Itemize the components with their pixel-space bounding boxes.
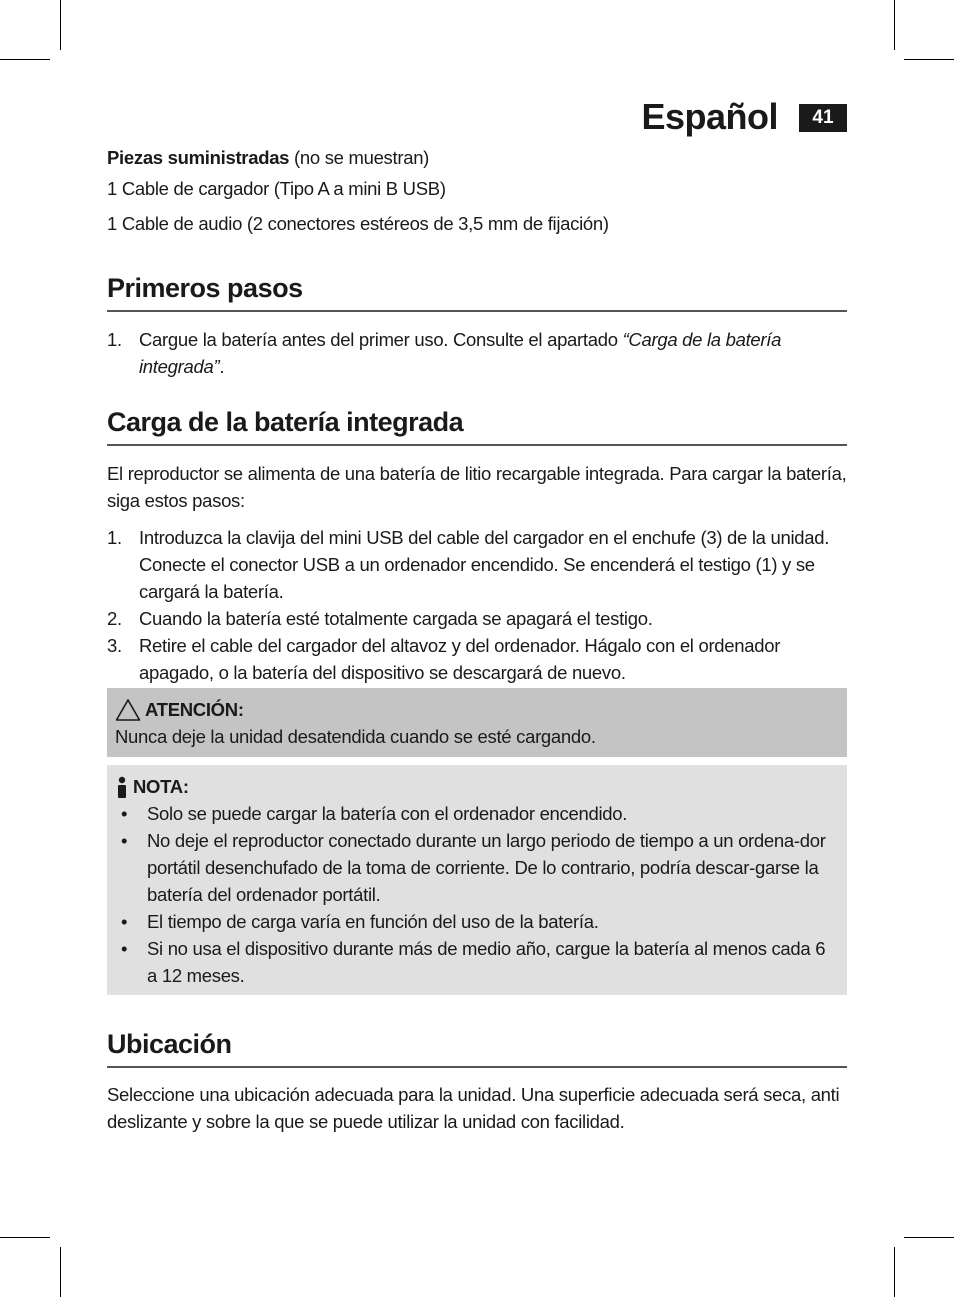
crop-mark	[0, 59, 50, 60]
attention-title	[115, 696, 839, 723]
crop-mark	[894, 0, 895, 50]
attention-text: Nunca deje la unidad desatendida cuando se esté cargando.	[115, 726, 596, 747]
bullet: •	[121, 803, 128, 824]
crop-mark	[0, 1237, 50, 1238]
crop-mark	[60, 1247, 61, 1297]
list-item	[115, 800, 839, 827]
list-text: Si no usa el dispositivo durante más de medio año, cargue la batería al menos cada 6 a 12 meses.	[147, 938, 826, 986]
attention-title-text: ATENCIÓN:	[145, 699, 244, 720]
first-steps-list	[107, 326, 847, 380]
supplied-item: 1 Cable de cargador (Tipo A a mini B USB)	[107, 178, 446, 199]
section-heading-charging: Carga de la batería integrada	[107, 407, 847, 446]
supplied-parts-section	[107, 144, 847, 237]
list-text: No deje el reproductor conectado durante un largo periodo de tiempo a un ordena-dor portátil desenchufado de la toma de corriente. De lo contrario, podría descar-garse la batería del ordenador portátil.	[147, 830, 826, 905]
bullet: •	[121, 830, 128, 851]
list-item	[115, 935, 839, 989]
list-number: 1.	[107, 527, 122, 548]
bullet: •	[121, 911, 128, 932]
list-item	[107, 632, 847, 686]
list-item	[107, 326, 847, 380]
section-heading-location: Ubicación	[107, 1029, 847, 1068]
note-title	[115, 773, 839, 800]
attention-box	[107, 688, 847, 757]
list-text: Introduzca la clavija del mini USB del cable del cargador en el enchufe (3) de la unidad. Conecte el conector USB a un ordenador encendido. Se encenderá el testigo (1) y se cargará la batería.	[139, 527, 830, 602]
supplied-parts-title-bold: Piezas suministradas	[107, 147, 290, 168]
list-text: Solo se puede cargar la batería con el ordenador encendido.	[147, 803, 628, 824]
section-heading-first-steps: Primeros pasos	[107, 273, 847, 312]
location-text: Seleccione una ubicación adecuada para la unidad. Una superficie adecuada será seca, anti deslizante y sobre la que se puede utilizar la unidad con facilidad.	[107, 1084, 840, 1132]
info-icon	[115, 775, 129, 799]
supplied-parts-title	[107, 144, 847, 171]
list-number: 2.	[107, 608, 122, 629]
list-item	[107, 605, 847, 632]
cross-reference: “Carga de la batería integrada”	[139, 329, 782, 377]
crop-mark	[904, 1237, 954, 1238]
list-item	[107, 524, 847, 605]
location-section	[107, 1081, 847, 1135]
charging-section	[107, 460, 847, 686]
list-number: 1.	[107, 329, 122, 350]
list-text: Cuando la batería esté totalmente cargada se apagará el testigo.	[139, 608, 653, 629]
page-language-title: Español	[641, 96, 778, 137]
bullet: •	[121, 938, 128, 959]
supplied-parts-title-note: (no se muestran)	[289, 147, 430, 168]
list-number: 3.	[107, 635, 122, 656]
list-text: Cargue la batería antes del primer uso. Consulte el apartado	[139, 329, 623, 350]
list-text-end: .	[219, 356, 225, 377]
note-box	[107, 765, 847, 995]
crop-mark	[60, 0, 61, 50]
list-text: El tiempo de carga varía en función del uso de la batería.	[147, 911, 599, 932]
warning-triangle-icon	[115, 698, 141, 722]
list-item	[115, 827, 839, 908]
note-title-text: NOTA:	[133, 776, 189, 797]
charging-intro: El reproductor se alimenta de una batería de litio recargable integrada. Para cargar la batería, siga estos pasos:	[107, 463, 847, 511]
supplied-item: 1 Cable de audio (2 conectores estéreos de 3,5 mm de fijación)	[107, 213, 609, 234]
list-item	[115, 908, 839, 935]
crop-mark	[904, 59, 954, 60]
page-number: 41	[799, 104, 847, 132]
crop-mark	[894, 1247, 895, 1297]
list-text: Retire el cable del cargador del altavoz y del ordenador. Hágalo con el ordenador apagado, o la batería del dispositivo se descargará de nuevo.	[139, 635, 781, 683]
